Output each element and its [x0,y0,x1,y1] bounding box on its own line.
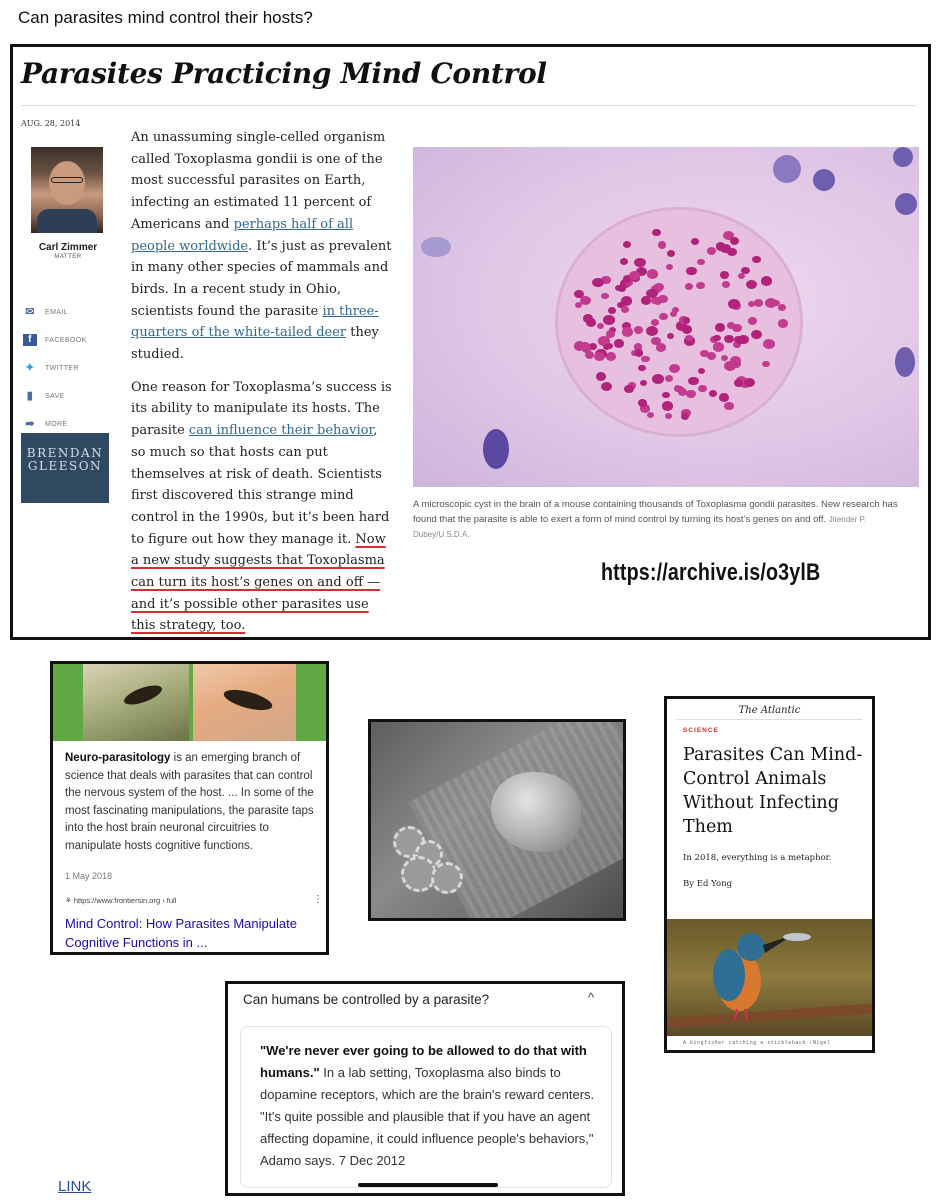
parasite-dot [722,281,730,288]
parasite-dot [606,352,616,361]
parasite-dot [713,342,724,351]
parasite-dot [658,241,666,248]
parasite-dot [647,269,658,278]
parasite-dot [665,413,672,419]
scroll-indicator [358,1183,498,1187]
parasite-dot [698,385,707,392]
chevron-up-icon[interactable]: ^ [588,990,595,1005]
kingfisher-image [667,919,872,1036]
parasite-dot [698,368,705,374]
parasite-dot [651,319,659,326]
parasite-dot [697,259,704,265]
parasite-dot [720,271,729,279]
share-twitter[interactable] [23,359,133,377]
facebook-icon: f [23,334,37,346]
parasite-dot [754,299,763,306]
parasite-dot [646,289,658,299]
parasite-dot [666,264,673,270]
parasite-dot [696,282,705,289]
parasite-dot [634,326,643,334]
atlantic-logo: The Atlantic [738,705,801,716]
google-snippet-card [50,661,329,955]
toxoplasma-cyst-image [413,147,919,487]
share-more-label: MORE [45,420,68,428]
photo-credit: Jitender P. Dubey/U.S.D.A. [413,515,867,539]
parasite-dot [641,356,649,363]
answer-text: "We're never ever going to be allowed to do that with humans." In a lab setting, Toxoplasma also binds to dopamine receptors, which are the brain's reward centers. "It's quite possible and plausible that if you have an agent affecting dopamine, it could influence people's behaviors," Adamo says. 7 Dec 2012 [260,1043,595,1168]
parasite-dot [592,278,604,288]
share-more[interactable] [23,415,133,433]
parasite-dot [574,290,584,299]
article-body [131,127,393,648]
parasite-dot [669,364,680,373]
mite-on-microchip-image [368,719,626,921]
result-link[interactable]: Mind Control: How Parasites Manipulate Cognitive Functions in ... [65,916,297,950]
parasite-dot [746,280,757,289]
parasite-dot [606,330,615,338]
save-icon: ▮ [26,390,34,402]
parasite-dot [603,315,614,325]
parasite-dot [748,317,757,325]
archive-url[interactable]: https://archive.is/o3ylB [601,559,821,586]
parasite-dot [601,382,612,391]
atlantic-image-caption: A kingfisher catching a stickleback (Nigel [683,1040,831,1046]
parasite-dot [646,326,658,336]
parasite-dot [634,258,646,268]
share-save-label: SAVE [45,392,65,400]
image-caption: A microscopic cyst in the brain of a mouse containing thousands of Toxoplasma gondii parasites. New research has found that the parasite is able to exert a form of mind control by turning its host’s genes on and off. Jitender P. Dubey/U.S.D.A. [413,499,898,539]
share-email[interactable] [23,303,133,321]
twitter-icon: ✦ [25,362,35,374]
article-date: AUG. 28, 2014 [21,119,81,128]
parasite-dot [730,237,739,245]
parasite-dot [621,296,632,305]
answer-date: 7 Dec 2012 [338,1153,406,1168]
parasite-dot [724,335,733,343]
parasite-dot [688,377,698,386]
parasite-dot [662,392,670,399]
parasite-dot [620,258,628,265]
insect-images [53,664,326,741]
source-link[interactable]: LINK [58,1178,92,1195]
snippet-date: 1 May 2018 [65,871,113,881]
section-label[interactable]: SCIENCE [683,727,719,734]
parasite-dot [651,297,658,303]
parasite-dot [686,390,696,399]
author-name[interactable]: Carl Zimmer [38,242,98,253]
atlantic-subtitle: In 2018, everything is a metaphor. [683,853,832,863]
parasite-dot [752,256,761,264]
parasite-dot [659,313,668,320]
nyt-article-panel [10,44,931,640]
atlantic-article-card [664,696,875,1053]
parasite-dot [656,343,666,352]
paragraph-2: One reason for Toxoplasma’s success is its ability to manipulate its hosts. The parasite can influence their behavior, so much so that hosts can put themselves at risk of death. Scientists first discovered this strange mind control in the 1990s, but it’s been hard to figure out how they manage it. Now a new study suggests that Toxoplasma can turn its host’s genes on and off — and it’s possible other parasites use this strategy, too. [131,379,392,634]
parasite-dot [594,352,605,361]
parasite-dot [672,307,680,314]
parasite-dot [778,304,786,311]
parasite-dot [603,344,610,350]
more-options-icon[interactable]: ⋮ [313,894,323,905]
parasite-dot [623,241,631,248]
parasite-dot [691,238,699,245]
parasite-dot [667,333,674,339]
parasite-dot [744,378,755,387]
link-influence-behavior[interactable]: can influence their behavior [188,423,374,439]
share-facebook-label: FACEBOOK [45,336,87,344]
parasite-dot [662,401,673,411]
parasite-dot [727,322,735,328]
parasite-dot [601,293,609,299]
parasite-dot [575,302,582,308]
site-favicon-icon: ⚘ [65,896,72,905]
parasite-dot [667,250,675,257]
parasite-dot [721,355,729,361]
parasite-dot [608,307,616,313]
logo-divider [677,719,862,720]
parasite-dot [724,402,733,410]
link-half-of-people[interactable]: perhaps half of all people worldwide [131,216,354,254]
paa-question[interactable]: Can humans be controlled by a parasite? [243,992,490,1007]
share-facebook[interactable] [23,331,133,349]
article-title: Parasites Practicing Mind Control [21,57,547,90]
parasite-dot [720,244,730,253]
parasite-dot [597,323,605,329]
parasite-dot [583,314,593,322]
parasite-dot [709,390,717,397]
link-white-tailed-deer[interactable]: in three-quarters of the white-tailed deer [131,303,379,341]
title-divider [21,105,916,106]
result-url: ⚘ https://www.frontiersin.org › full [65,896,177,905]
parasite-dot [596,372,607,381]
parasite-dot [700,350,708,357]
share-twitter-label: TWITTER [45,364,79,372]
parasite-dot [707,247,717,255]
parasite-dot [683,317,690,323]
parasite-dot [638,365,645,371]
share-arrow-icon: ➦ [25,418,35,430]
page-question: Can parasites mind control their hosts? [18,8,313,27]
parasite-dot [686,267,696,276]
parasite-dot [624,385,634,393]
parasite-dot [751,330,762,339]
parasite-dot [762,361,769,367]
parasite-dot [685,335,692,341]
parasite-dot [652,229,661,236]
parasite-dot [778,319,788,328]
highlighted-sentence: Now a new study suggests that Toxoplasma can turn its host’s genes on and off — and it’s possible other parasites use this strategy, too. [131,531,386,634]
atlantic-byline: By Ed Yong [683,879,733,889]
parasite-dot [741,267,750,274]
parasite-dot [682,325,693,334]
share-save[interactable] [23,387,133,405]
parasite-dot [681,413,689,420]
parasite-dot [685,283,693,290]
parasite-dot [638,399,647,407]
parasite-dot [728,299,739,309]
parasite-dot [652,374,664,384]
share-email-label: EMAIL [45,308,69,316]
parasite-dot [665,375,674,382]
parasite-dot [640,380,647,386]
parasite-dot [647,412,654,418]
parasite-dot [719,393,729,401]
envelope-icon: ✉ [25,306,35,318]
parasite-dot [622,327,633,336]
parasite-dot [763,339,775,349]
author-column: MATTER [54,254,82,260]
advertisement[interactable]: BRENDAN GLEESON [21,433,109,503]
author-photo [31,147,103,233]
parasite-dot [761,276,772,285]
snippet-text: Neuro-parasitology is an emerging branch of science that deals with parasites that can control the nervous system of the host. ... In some of the most fascinating manipulations, the parasite taps into the host brain neuronal circuitries to manipulate hosts cognitive functions. [65,752,314,852]
parasite-dot [715,323,726,332]
parasite-dot [621,306,630,313]
people-also-ask-card [225,981,625,1196]
paragraph-1: An unassuming single-celled organism called Toxoplasma gondii is one of the most successful parasites on Earth, infecting an estimated 11 percent of Americans and perhaps half of all people worldwide. It’s just as prevalent in many other species of mammals and birds. In a recent study in Ohio, scientists found the parasite in three-quarters of the white-tailed deer they studied. [131,130,392,363]
parasite-dot [614,339,624,347]
parasite-dot [713,335,720,341]
atlantic-headline[interactable]: Parasites Can Mind-Control Animals Without Infecting Them [683,745,863,837]
